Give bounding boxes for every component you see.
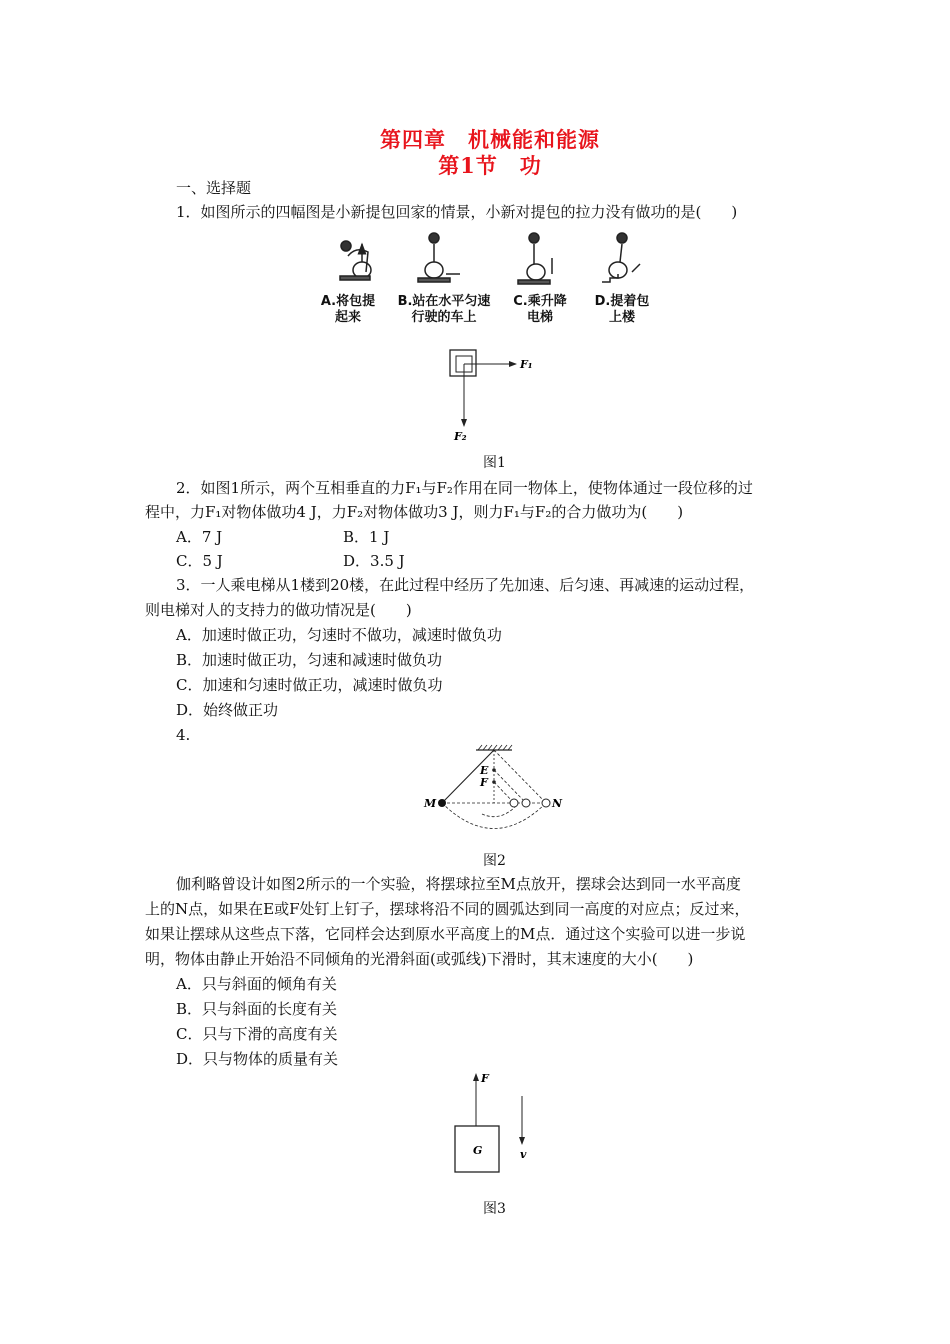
fig1-label-f2: F₂ xyxy=(454,430,467,443)
fig2-string-n xyxy=(494,750,546,803)
q3-option-c: C．加速和匀速时做正功，减速时做负功 xyxy=(176,676,443,694)
q2-option-d: D．3.5 J xyxy=(343,552,405,570)
fig2-label-f: F xyxy=(480,776,488,789)
q2-option-c: C．5 J xyxy=(176,552,223,570)
q4-line4: 明，物体由静止开始沿不同倾角的光滑斜面(或弧线)下滑时，其末速度的大小( ) xyxy=(145,950,694,968)
figure-a-lifting-bag xyxy=(340,241,371,280)
q1-option-d: D.提着包 上楼 xyxy=(594,294,650,325)
fig2-point-e xyxy=(492,768,496,772)
fig2-label-m: M xyxy=(424,797,437,810)
q4-option-d: D．只与物体的质量有关 xyxy=(176,1050,339,1068)
fig2-ball-m xyxy=(438,799,446,807)
q1-stem: 1．如图所示的四幅图是小新提包回家的情景，小新对提包的拉力没有做功的是( ) xyxy=(176,203,738,221)
q3-option-a: A．加速时做正功，匀速时不做功，减速时做负功 xyxy=(176,626,502,644)
figure-c-elevator xyxy=(518,233,552,284)
fig2-label-n: N xyxy=(552,797,563,810)
fig3-label-f: F xyxy=(481,1072,489,1085)
q3-line1: 3．一人乘电梯从1楼到20楼，在此过程中经历了先加速、后匀速、再减速的运动过程， xyxy=(176,576,755,594)
q4-line2: 上的N点，如果在E或F处钉上钉子，摆球将沿不同的圆弧达到同一高度的对应点；反过来， xyxy=(145,900,750,918)
figure-b-on-cart xyxy=(418,233,460,282)
q2-line2: 程中，力F₁对物体做功4 J，力F₂对物体做功3 J，则力F₁与F₂的合力做功为( ) xyxy=(145,503,684,521)
section-title: 第1节 功 xyxy=(438,153,542,178)
q1-figures xyxy=(320,228,680,296)
fig3-label-v: v xyxy=(520,1148,527,1161)
fig3-caption: 图3 xyxy=(483,1201,506,1217)
q1-option-a: A.将包提 起来 xyxy=(320,294,376,325)
section-heading: 一、选择题 xyxy=(176,179,252,197)
fig2-ceiling-hatch xyxy=(478,745,512,750)
fig3-label-g: G xyxy=(473,1144,483,1157)
q1-option-c: C.乘升降 电梯 xyxy=(513,294,567,325)
q2-option-a: A．7 J xyxy=(176,528,223,546)
fig2-ball-1 xyxy=(510,799,518,807)
fig2-point-f xyxy=(492,780,496,784)
q2-line1: 2．如图1所示，两个互相垂直的力F₁与F₂作用在同一物体上，使物体通过一段位移的过 xyxy=(176,479,753,497)
q4-line3: 如果让摆球从这些点下落，它同样会达到原水平高度上的M点．通过这个实验可以进一步说 xyxy=(145,925,746,943)
fig2-caption: 图2 xyxy=(483,853,506,869)
q4-line1: 伽利略曾设计如图2所示的一个实验，将摆球拉至M点放开，摆球会达到同一水平高度 xyxy=(176,875,741,893)
q4-option-a: A．只与斜面的倾角有关 xyxy=(176,975,337,993)
q4-option-c: C．只与下滑的高度有关 xyxy=(176,1025,338,1043)
fig1-caption: 图1 xyxy=(483,455,506,471)
q3-option-d: D．始终做正功 xyxy=(176,701,279,719)
fig2-ball-2 xyxy=(522,799,530,807)
fig2-arc-small xyxy=(482,806,516,817)
fig2-label-e: E xyxy=(480,764,489,777)
fig2-ball-n xyxy=(542,799,550,807)
figure-d-stairs xyxy=(602,233,640,282)
figure-1 xyxy=(440,340,550,448)
q2-option-b: B．1 J xyxy=(343,528,390,546)
q4-number: 4. xyxy=(176,726,191,744)
chapter-title: 第四章 机械能和能源 xyxy=(380,127,600,152)
q3-option-b: B．加速时做正功，匀速和减速时做负功 xyxy=(176,651,443,669)
fig2-arc-large xyxy=(442,803,546,829)
q4-option-b: B．只与斜面的长度有关 xyxy=(176,1000,338,1018)
q3-line2: 则电梯对人的支持力的做功情况是( ) xyxy=(145,601,412,619)
q1-option-b: B.站在水平匀速 行驶的车上 xyxy=(397,294,491,325)
figure-2 xyxy=(410,742,580,834)
fig1-label-f1: F₁ xyxy=(520,358,533,371)
figure-3 xyxy=(450,1068,540,1180)
